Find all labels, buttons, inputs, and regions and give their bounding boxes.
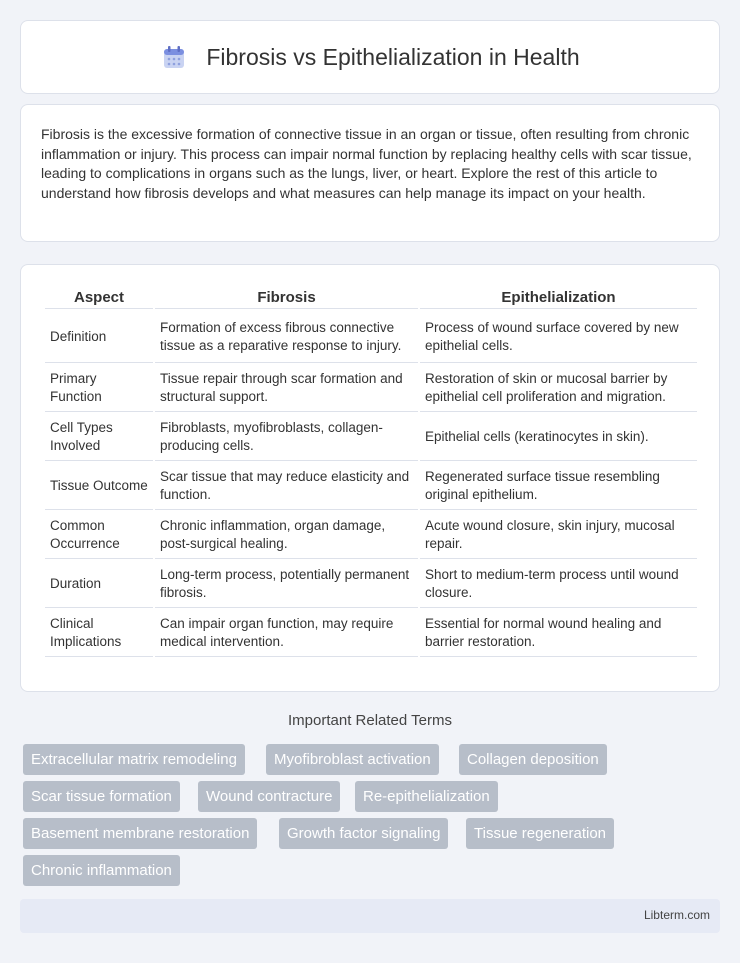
table-row bbox=[45, 414, 697, 461]
row-fibrosis: Chronic inflammation, organ damage, post-surgical healing. bbox=[155, 512, 418, 559]
row-epithelialization: Acute wound closure, skin injury, mucosal repair. bbox=[420, 512, 697, 559]
tag-wound-contracture[interactable]: Wound contracture bbox=[198, 781, 340, 812]
row-epithelialization: Regenerated surface tissue resembling original epithelium. bbox=[420, 463, 697, 510]
comparison-table-card bbox=[20, 264, 720, 692]
tag-collagen-deposition[interactable]: Collagen deposition bbox=[459, 744, 607, 775]
row-epithelialization: Short to medium-term process until wound closure. bbox=[420, 561, 697, 608]
header-fibrosis: Fibrosis bbox=[155, 287, 418, 309]
intro-text: Fibrosis is the excessive formation of connective tissue in an organ or tissue, often resulting from chronic inflammation or injury. This process can impair normal function by replacing healthy cells with scar tissue, leading to complications in organs such as the lungs, liver, or heart. Explore the rest of this article to understand how fibrosis develops and what measures can help manage its impact on your health. bbox=[41, 126, 692, 201]
tag-basement-membrane-restoration[interactable]: Basement membrane restoration bbox=[23, 818, 257, 849]
row-aspect: Primary Function bbox=[45, 365, 153, 412]
table-row bbox=[45, 463, 697, 510]
tag-growth-factor-signaling[interactable]: Growth factor signaling bbox=[279, 818, 448, 849]
comparison-table bbox=[43, 285, 699, 659]
tag-tissue-regeneration[interactable]: Tissue regeneration bbox=[466, 818, 614, 849]
header-epithelialization: Epithelialization bbox=[420, 287, 697, 309]
row-aspect: Definition bbox=[45, 311, 153, 363]
table-header-row bbox=[45, 287, 697, 309]
row-fibrosis: Tissue repair through scar formation and structural support. bbox=[155, 365, 418, 412]
calendar-icon bbox=[160, 43, 188, 71]
footer bbox=[20, 899, 720, 933]
row-epithelialization: Restoration of skin or mucosal barrier by epithelial cell proliferation and migration. bbox=[420, 365, 697, 412]
row-aspect: Common Occurrence bbox=[45, 512, 153, 559]
tag-scar-tissue-formation[interactable]: Scar tissue formation bbox=[23, 781, 180, 812]
row-fibrosis: Formation of excess fibrous connective tissue as a reparative response to injury. bbox=[155, 311, 418, 363]
intro-card bbox=[20, 104, 720, 242]
table-row bbox=[45, 561, 697, 608]
tag-re-epithelialization[interactable]: Re-epithelialization bbox=[355, 781, 498, 812]
table-row bbox=[45, 365, 697, 412]
row-epithelialization: Epithelial cells (keratinocytes in skin). bbox=[420, 414, 697, 461]
row-aspect: Tissue Outcome bbox=[45, 463, 153, 510]
tag-extracellular-matrix-remodeling[interactable]: Extracellular matrix remodeling bbox=[23, 744, 245, 775]
row-epithelialization: Essential for normal wound healing and barrier restoration. bbox=[420, 610, 697, 657]
related-terms-title: Important Related Terms bbox=[288, 712, 452, 729]
row-fibrosis: Can impair organ function, may require medical intervention. bbox=[155, 610, 418, 657]
row-epithelialization: Process of wound surface covered by new epithelial cells. bbox=[420, 311, 697, 363]
header-aspect: Aspect bbox=[45, 287, 153, 309]
row-fibrosis: Fibroblasts, myofibroblasts, collagen-producing cells. bbox=[155, 414, 418, 461]
page-title: Fibrosis vs Epithelialization in Health bbox=[206, 43, 580, 70]
table-row bbox=[45, 610, 697, 657]
tag-myofibroblast-activation[interactable]: Myofibroblast activation bbox=[266, 744, 439, 775]
header-card bbox=[20, 20, 720, 94]
tag-chronic-inflammation[interactable]: Chronic inflammation bbox=[23, 855, 180, 886]
table-row bbox=[45, 311, 697, 363]
row-aspect: Cell Types Involved bbox=[45, 414, 153, 461]
row-fibrosis: Long-term process, potentially permanent fibrosis. bbox=[155, 561, 418, 608]
row-fibrosis: Scar tissue that may reduce elasticity and function. bbox=[155, 463, 418, 510]
footer-brand[interactable]: Libterm.com bbox=[643, 908, 710, 922]
row-aspect: Clinical Implications bbox=[45, 610, 153, 657]
row-aspect: Duration bbox=[45, 561, 153, 608]
table-row bbox=[45, 512, 697, 559]
